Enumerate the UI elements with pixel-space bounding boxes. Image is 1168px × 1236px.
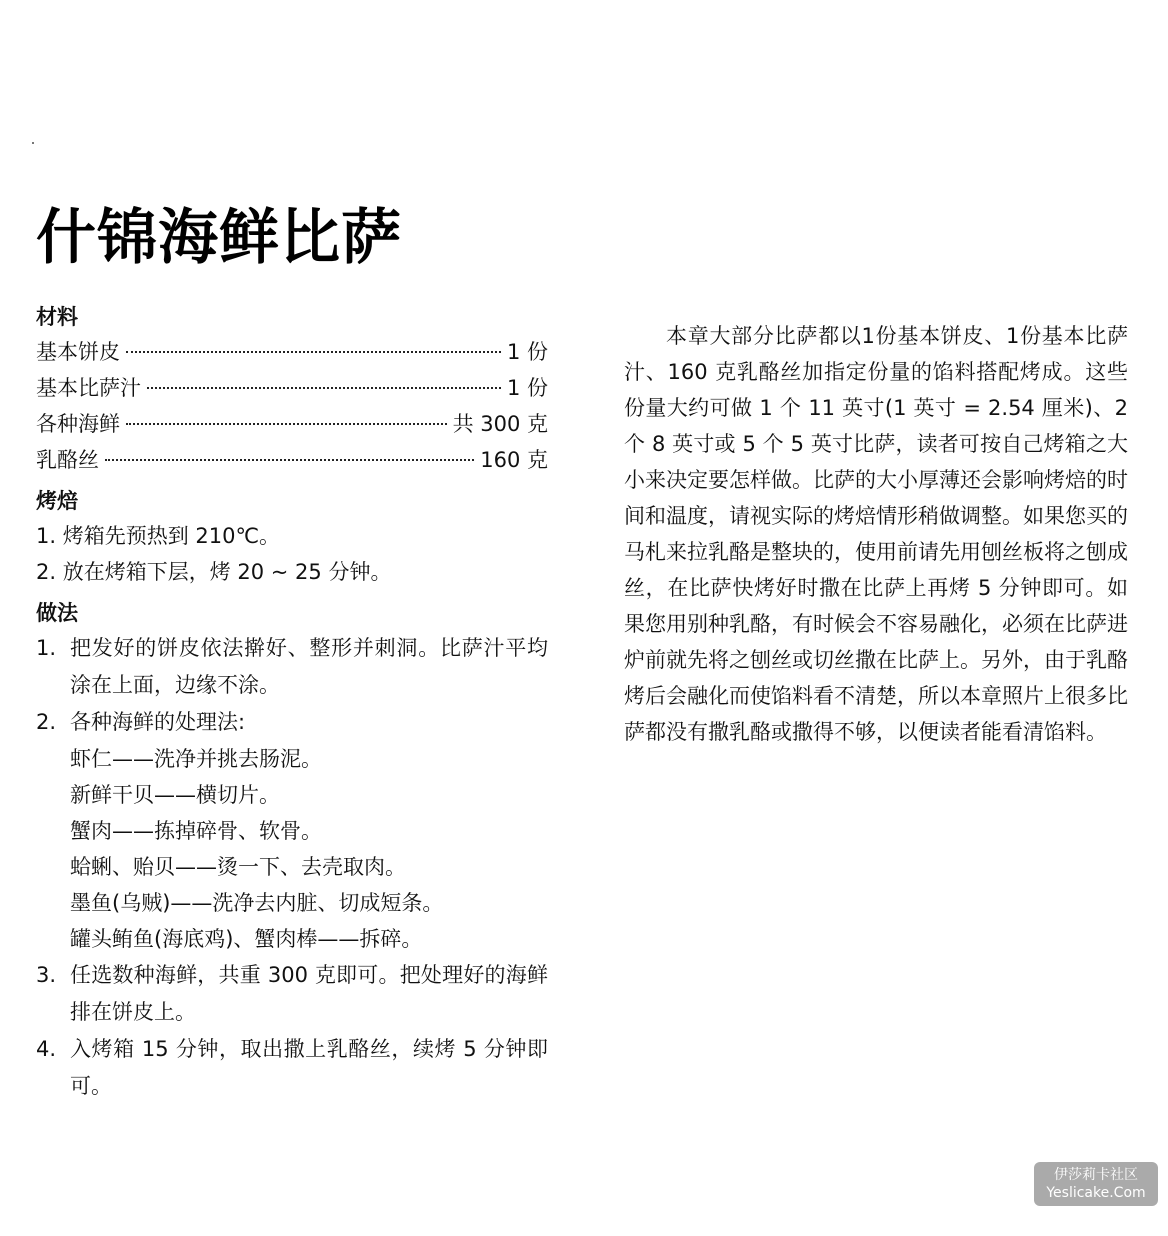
page-title: 什锦海鲜比萨 [36, 203, 402, 273]
baking-step: 2. 放在烤箱下层，烤 20 ~ 25 分钟。 [36, 560, 392, 584]
seafood-prep-line: 蟹肉——拣掉碎骨、软骨。 [70, 819, 322, 843]
ingredient-qty: 1 份 [506, 340, 548, 364]
seafood-prep-line: 蛤蜊、贻贝——烫一下、去壳取肉。 [70, 855, 406, 879]
baking-heading: 烤焙 [36, 489, 78, 513]
watermark-line: Yeslicake.Com [1046, 1185, 1146, 1201]
ingredient-qty: 共 300 克 [452, 412, 548, 436]
seafood-prep-line: 新鲜干贝——横切片。 [70, 783, 280, 807]
ingredient-row [36, 442, 548, 478]
ingredient-name: 乳酪丝 [36, 448, 99, 472]
scan-speck [32, 142, 34, 144]
ingredient-name: 基本饼皮 [36, 340, 120, 364]
method-step [36, 1031, 548, 1105]
step-number: 4. [36, 1037, 57, 1061]
step-text: 各种海鲜的处理法: [70, 710, 246, 734]
ingredient-row [36, 334, 548, 370]
method-heading: 做法 [36, 601, 78, 625]
ingredient-row [36, 370, 548, 406]
site-watermark [1034, 1162, 1158, 1206]
method-step [36, 957, 548, 1031]
method-step [36, 630, 548, 704]
step-number: 3. [36, 963, 57, 987]
leader-dots [126, 423, 447, 425]
materials-heading: 材料 [36, 305, 78, 329]
ingredient-qty: 1 份 [506, 376, 548, 400]
method-step [36, 704, 548, 741]
leader-dots [126, 351, 501, 353]
seafood-prep-line: 墨鱼(乌贼)——洗净去内脏、切成短条。 [70, 891, 444, 915]
leader-dots [105, 459, 474, 461]
ingredient-name: 基本比萨汁 [36, 376, 141, 400]
seafood-prep-line: 虾仁——洗净并挑去肠泥。 [70, 747, 322, 771]
step-number: 2. [36, 710, 57, 734]
watermark-line: 伊莎莉卡社区 [1054, 1167, 1138, 1183]
seafood-prep-line: 罐头鲔鱼(海底鸡)、蟹肉棒——拆碎。 [70, 927, 423, 951]
step-text: 入烤箱 15 分钟，取出撒上乳酪丝，续烤 5 分钟即可。 [70, 1037, 548, 1098]
ingredient-qty: 160 克 [480, 448, 548, 472]
baking-step: 1. 烤箱先预热到 210℃。 [36, 524, 281, 548]
ingredient-row [36, 406, 548, 442]
recipe-column [36, 300, 548, 1105]
leader-dots [147, 387, 501, 389]
step-number: 1. [36, 636, 57, 660]
step-text: 把发好的饼皮依法擀好、整形并刺洞。比萨汁平均涂在上面，边缘不涂。 [70, 636, 548, 697]
ingredient-name: 各种海鲜 [36, 412, 120, 436]
chapter-note: 本章大部分比萨都以1份基本饼皮、1份基本比萨汁、160 克乳酪丝加指定份量的馅料搭配烤成。这些份量大约可做 1 个 11 英寸(1 英寸 = 2.54 厘米)、2 个 8 英寸或 5 个 5 英寸比萨，读者可按自己烤箱之大小来决定要怎样做。比萨的大小厚薄还会影响烤焙的时间和温度，请视实际的烤焙情形稍做调整。如果您买的马札来拉乳酪是整块的，使用前请先用刨丝板将之刨成丝，在比萨快烤好时撒在比萨上再烤 5 分钟即可。如果您用别种乳酪，有时候会不容易融化，必须在比萨进炉前就先将之刨丝或切丝撒在比萨上。另外，由于乳酪烤后会融化而使馅料看不清楚，所以本章照片上很多比萨都没有撒乳酪或撒得不够，以便读者能看清馅料。 [624, 324, 1128, 744]
step-text: 任选数种海鲜，共重 300 克即可。把处理好的海鲜排在饼皮上。 [70, 963, 548, 1024]
